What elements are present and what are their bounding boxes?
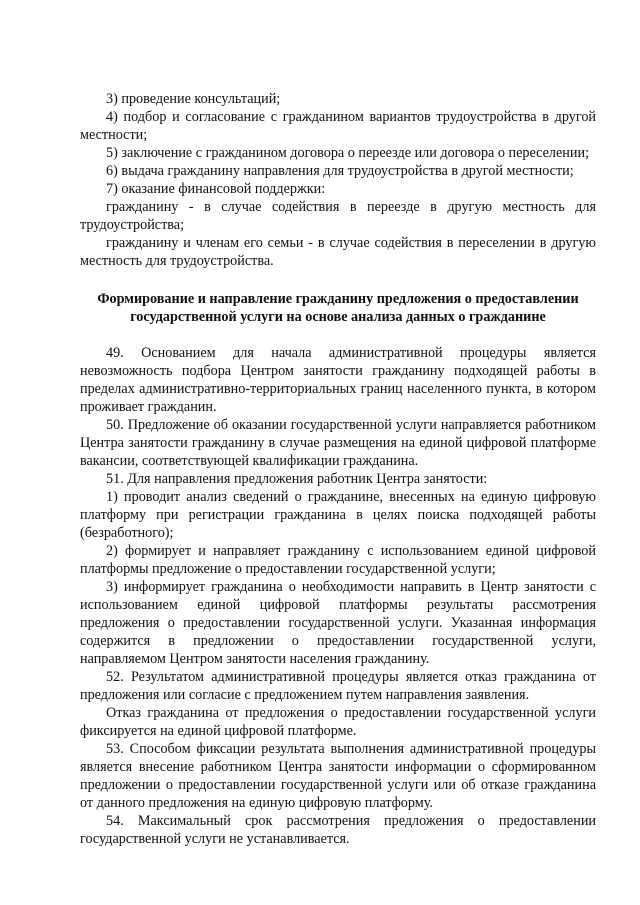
paragraph: 50. Предложение об оказании государственной услуги направляется работником Центра занятости гражданину в случае размещения на единой цифровой платформе вакансии, соответствующей квалификации гражданина. (80, 417, 596, 469)
paragraph: 3) информирует гражданина о необходимости направить в Центр занятости с использованием единой цифровой платформы результаты рассмотрения предложения о предоставлении государственной услуги. Указанная информация содержится в предложении о предоставлении государственной услуги, направляемом Центром занятости населения гражданину. (80, 579, 596, 667)
paragraph: 5) заключение с гражданином договора о переезде или договора о переселении; (106, 145, 590, 161)
paragraph: 51. Для направления предложения работник Центра занятости: (106, 471, 488, 487)
paragraph: 6) выдача гражданину направления для трудоустройства в другой местности; (106, 163, 574, 179)
paragraph: 4) подбор и согласование с гражданином вариантов трудоустройства в другой местности; (80, 109, 596, 143)
paragraph: 3) проведение консультаций; (106, 91, 281, 107)
section-heading-line: Формирование и направление гражданину предложения о предоставлении (97, 291, 579, 307)
paragraph: 49. Основанием для начала административной процедуры является невозможность подбора Центром занятости гражданину подходящей работы в пределах административно-территориальных границ населенного пункта, в котором проживает гражданин. (80, 345, 596, 415)
paragraph: 54. Максимальный срок рассмотрения предложения о предоставлении государственной услуги не устанавливается. (80, 813, 596, 847)
paragraph: 53. Способом фиксации результата выполнения административной процедуры является внесение работником Центра занятости информации о сформированном предложении о предоставлении государственной услуги или об отказе гражданина от данного предложения на единую цифровую платформу. (80, 741, 596, 811)
paragraph: 52. Результатом административной процедуры является отказ гражданина от предложения или согласие с предложением путем направления заявления. (80, 669, 596, 703)
intro-section (80, 90, 596, 270)
paragraph: 2) формирует и направляет гражданину с использованием единой цифровой платформы предложение о предоставлении государственной услуги; (80, 543, 596, 577)
section-heading-line: государственной услуги на основе анализа данных о гражданине (130, 309, 546, 325)
paragraph: 7) оказание финансовой поддержки: (106, 181, 326, 197)
section-heading (80, 290, 596, 326)
paragraph: 1) проводит анализ сведений о гражданине, внесенных на единую цифровую платформу при регистрации гражданина в целях поиска подходящей работы (безработного); (80, 489, 596, 541)
paragraph: гражданину и членам его семьи - в случае содействия в переселении в другую местность для трудоустройства. (80, 235, 596, 269)
paragraph: Отказ гражданина от предложения о предоставлении государственной услуги фиксируется на единой цифровой платформе. (80, 705, 596, 739)
body-section (80, 344, 596, 848)
paragraph: гражданину - в случае содействия в переезде в другую местность для трудоустройства; (80, 199, 596, 233)
